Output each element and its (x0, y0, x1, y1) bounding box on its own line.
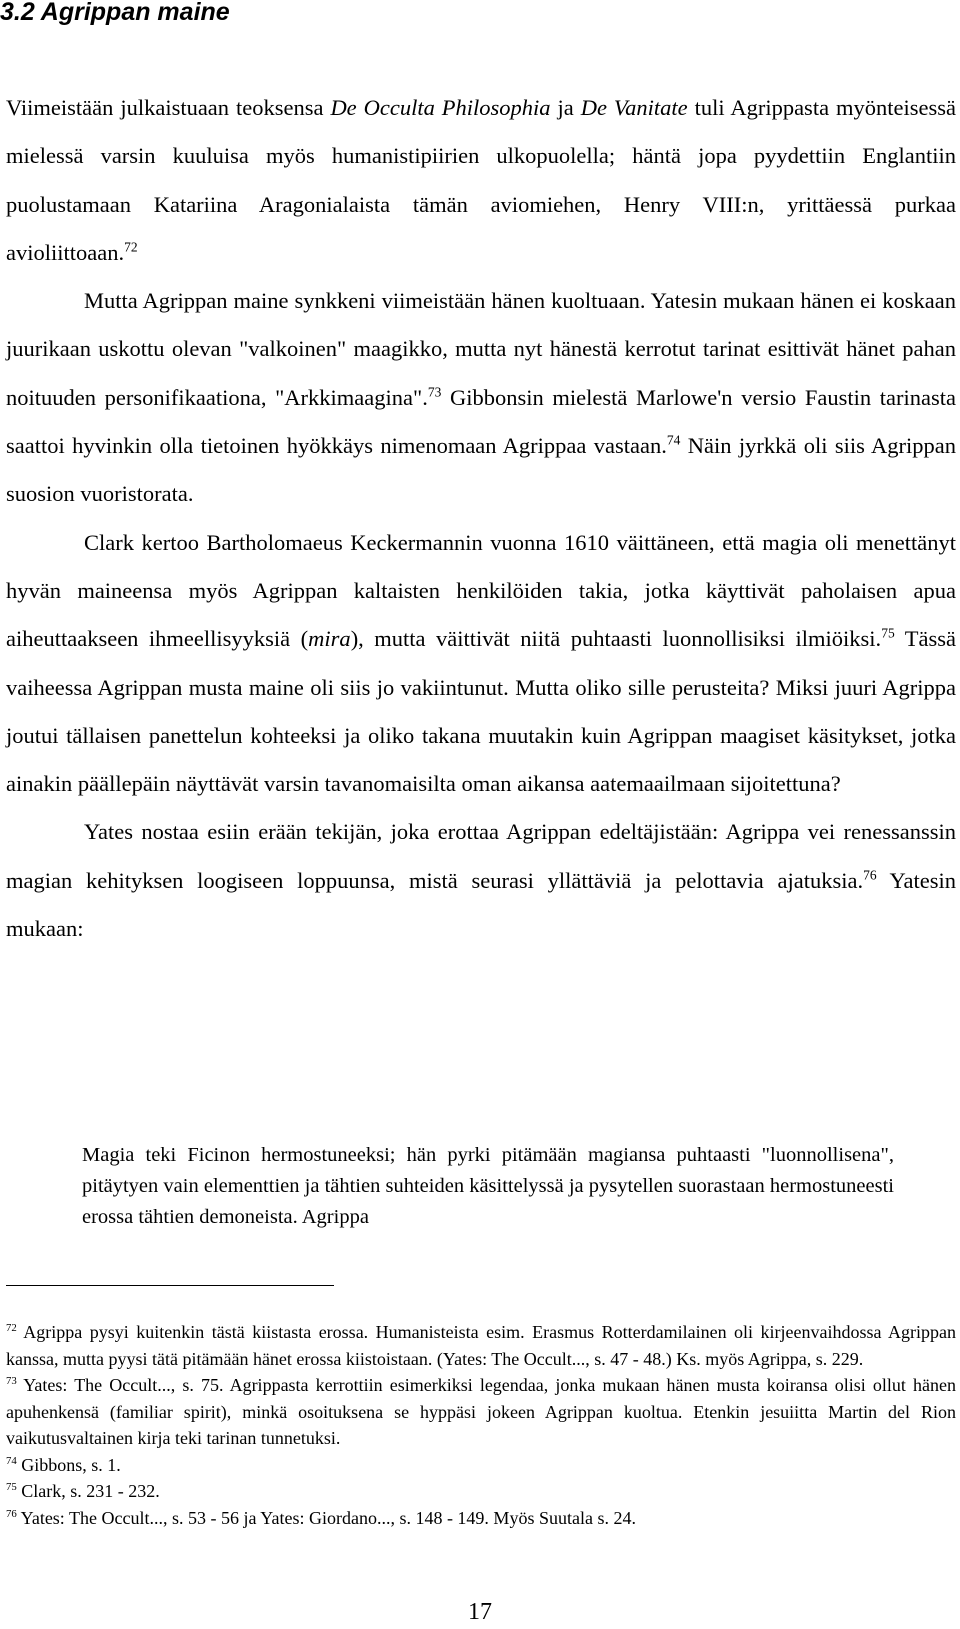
footnote-number: 75 (6, 1481, 17, 1493)
footnote-ref: 73 (427, 384, 442, 400)
paragraph-2: Mutta Agrippan maine synkkeni viimeistään hänen kuoltuaan. Yatesin mukaan hänen ei koskaan juurikaan uskottu olevan "valkoinen" maagikko, mutta nyt hänestä kerrotut tarinat esittivät hänet pahan noituuden personifikaationa, "Arkkimaagina".$^{73}$ Gibbonsin mielestä Marlowe'n versio Faustin tarinasta saattoi hyvinkin olla tietoinen hyökkäys nimenomaan Agrippaa vastaan.$^{74}$ Näin jyrkkä oli siis Agrippan suosion vuoristorata. (6, 288, 956, 507)
footnote-ref: 76 (863, 867, 877, 883)
section-heading: 3.2 Agrippan maine (0, 0, 230, 26)
footnote-number: 76 (6, 1507, 17, 1520)
page-number: 17 (468, 1599, 492, 1625)
footnote-number: 72 (6, 1322, 17, 1334)
footnote-ref: 72 (124, 239, 138, 255)
body-text (6, 84, 956, 953)
latin-term: mira (308, 626, 351, 652)
paragraph-1: Viimeistään julkaistuaan teoksensa De Occulta Philosophia ja De Vanitate tuli Agrippasta myönteisessä mielessä varsin kuuluisa myös humanistipiirien ulkopuolella; häntä jopa pyydettiin Englantiin puolustamaan Katariina Aragonialaista tämän aviomiehen, Henry VIII:n, yrittäessä purkaa avioliittoaan.$^{72}$ (6, 95, 956, 265)
footnote: $^{74}$ Gibbons, s. 1. (6, 1454, 121, 1475)
footnote: $^{76}$ Yates: The Occult..., s. 53 - 56 ja Yates: Giordano..., s. 148 - 149. Myös Suutala s. 24. (6, 1507, 636, 1528)
paragraph-3: Clark kertoo Bartholomaeus Keckermannin vuonna 1610 väittäneen, että magia oli menettänyt hyvän maineensa myös Agrippan kaltaisten henkilöiden takia, jotka käyttivät paholaisen apua aiheuttaakseen ihmeellisyyksiä (mira), mutta väittivät niitä puhtaasti luonnollisiksi ilmiöiksi.$^{75}$ Tässä vaiheessa Agrippan musta maine oli siis jo vakiintunut. Mutta oliko sille perusteita? Miksi juuri Agrippa joutui tällaisen panettelun kohteeksi ja oliko takana muutakin kuin Agrippan maagiset käsitykset, jotka ainakin päällepäin näyttävät varsin tavanomaisilta oman aikansa aatemaailmaan sijoitettuna? (6, 529, 957, 797)
book-title: De Occulta Philosophia (330, 95, 551, 120)
footnote-separator (6, 1285, 334, 1286)
paragraph-4: Yates nostaa esiin erään tekijän, joka erottaa Agrippan edeltäjistään: Agrippa vei renessanssin magian kehityksen loogiseen loppuunsa, mistä seurasi yllättäviä ja pelottavia ajatuksia.$^{76}$ Yatesin mukaan: (6, 819, 956, 942)
footnote-ref: 74 (666, 432, 681, 448)
footnote-ref: 75 (881, 625, 895, 641)
book-title: De Vanitate (580, 95, 688, 120)
footnote: $^{75}$ Clark, s. 231 - 232. (6, 1481, 160, 1501)
footnote-number: 74 (6, 1454, 17, 1467)
block-quote: Magia teki Ficinon hermostuneeksi; hän pyrki pitämään magiansa puhtaasti "luonnollisena", pitäytyen vain elementtien ja tähtien suhteiden käsittelyssä ja pysytellen suorastaan hermostuneesti erossa tähtien demoneista. Agrippa (82, 1144, 894, 1228)
footnote: $^{73}$ Yates: The Occult..., s. 75. Agrippasta kerrottiin esimerkiksi legendaa, jonka mukaan hänen musta koiransa olisi ollut hänen apuhenkensä (familiar spirit), minkä osoituksena se hyppäsi jokeen Agrippan kuoltua. Etenkin jesuiitta Martin del Rion vaikutusvaltainen kirja teki tarinan tunnetuksi. (6, 1375, 956, 1448)
footnote-number: 73 (6, 1375, 17, 1387)
footnotes (6, 1319, 956, 1531)
footnote: $^{72}$ Agrippa pysyi kuitenkin tästä kiistasta erossa. Humanisteista esim. Erasmus Rotterdamilainen oli kirjeenvaihdossa Agrippan kanssa, mutta pyysi tätä pitämään hänet erossa kiistoistaan. (Yates: The Occult..., s. 47 - 48.) Ks. myös Agrippa, s. 229. (6, 1322, 956, 1369)
